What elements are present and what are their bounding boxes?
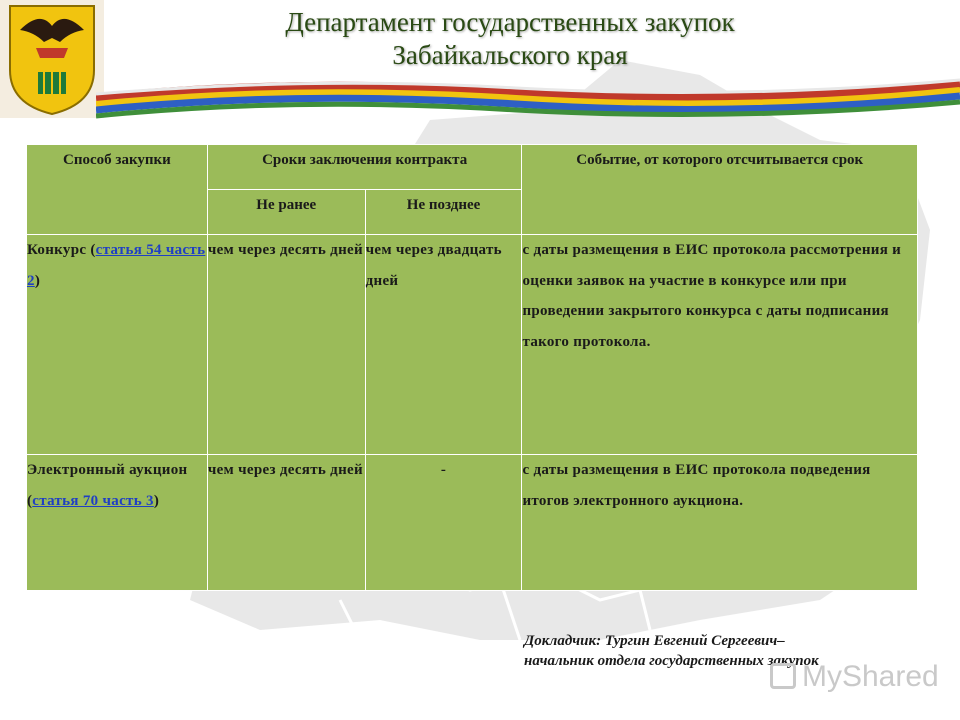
- table-row: [27, 455, 918, 591]
- row-event: с даты размещения в ЕИС протокола подведения итогов электронного аукциона.: [522, 455, 918, 591]
- speaker-line-1: Докладчик: Тургин Евгений Сергеевич–: [524, 633, 785, 649]
- watermark: [770, 660, 939, 694]
- method-prefix: Электронный аукцион (: [27, 462, 188, 509]
- header-event: Событие, от которого отсчитывается срок: [522, 145, 918, 235]
- header-terms: Сроки заключения контракта: [207, 145, 522, 190]
- row-method: [27, 235, 208, 455]
- header-not-later: Не позднее: [365, 190, 522, 235]
- row-event: с даты размещения в ЕИС протокола рассмотрения и оценки заявок на участие в конкурсе или при проведении закрытого конкурса с даты подписания такого протокола.: [522, 235, 918, 455]
- row-not-later: чем через двадцать дней: [365, 235, 522, 455]
- law-article-link[interactable]: статья 54 часть 2: [27, 242, 206, 289]
- watermark-text: MyShared: [802, 660, 939, 693]
- header-method: Способ закупки: [27, 145, 208, 235]
- decorative-ribbon: [96, 58, 960, 128]
- header-not-earlier: Не ранее: [207, 190, 365, 235]
- speaker-line-2: начальник отдела государственных закупок: [524, 653, 819, 669]
- law-article-link[interactable]: статья 70 часть 3: [32, 492, 154, 509]
- title-line-2: Забайкальского края: [392, 40, 628, 70]
- title-line-1: Департамент государственных закупок: [285, 7, 735, 37]
- method-suffix: ): [34, 272, 41, 289]
- table-row: [27, 235, 918, 455]
- coat-of-arms-emblem: [0, 0, 104, 118]
- row-not-earlier: чем через десять дней: [207, 455, 365, 591]
- row-method: [27, 455, 208, 591]
- row-not-later: -: [365, 455, 522, 591]
- procurement-terms-table: [26, 144, 918, 591]
- row-not-earlier: чем через десять дней: [207, 235, 365, 455]
- method-prefix: Конкурс (: [27, 242, 96, 258]
- method-suffix: ): [153, 492, 160, 509]
- presentation-icon: [770, 663, 796, 689]
